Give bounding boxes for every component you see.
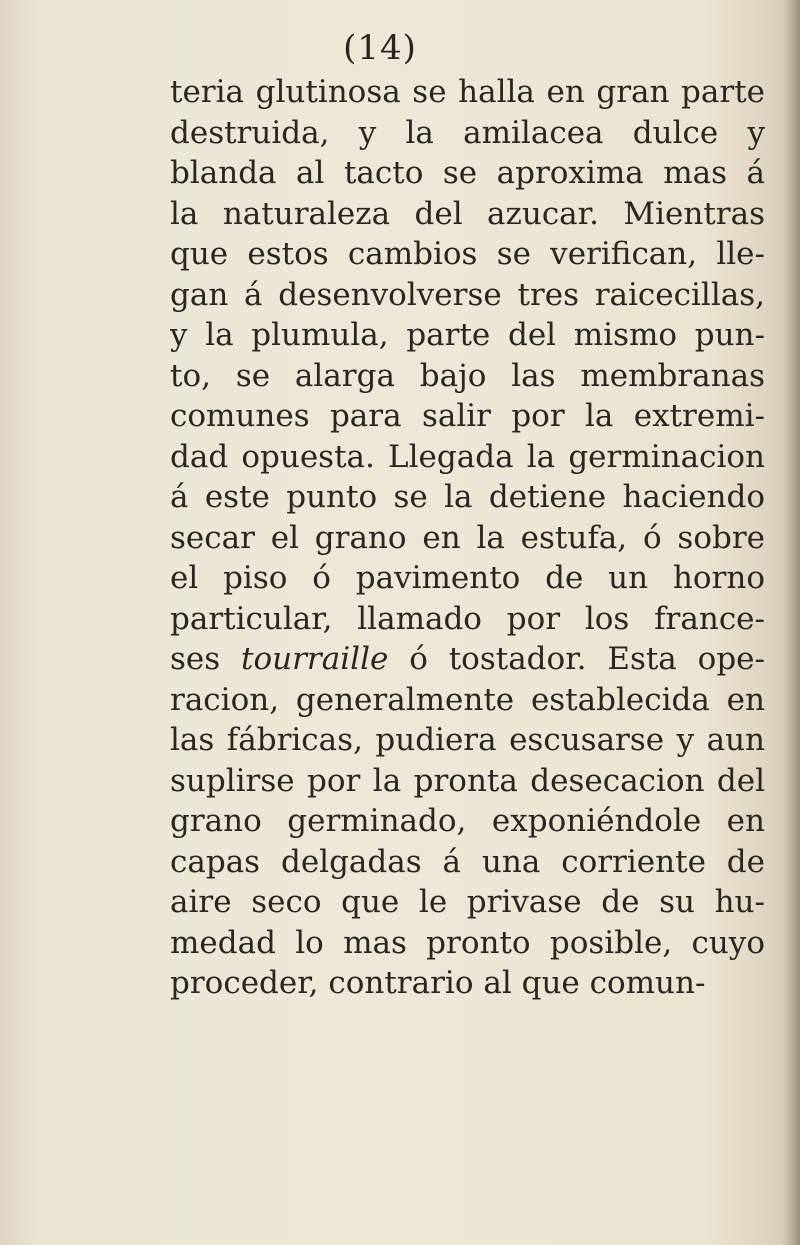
text-segment: ses [170,641,242,677]
text-line: to, se alarga bajo las membranas [170,357,765,394]
text-line: teria glutinosa se halla en gran parte [170,74,765,110]
text-line-mixed [170,639,765,680]
text-line: á este punto se la detiene haciendo [170,479,765,515]
text-line: blanda al tacto se aproxima mas á [170,155,765,191]
text-line: y la plumula, parte del mismo pun- [170,317,765,353]
text-line: comunes para salir por la extremi- [170,398,765,434]
text-line: particular, llamado por los france- [170,600,765,637]
body-text [170,72,765,1004]
page-right-edge [782,0,800,1245]
text-line: grano germinado, exponiéndole en [170,803,765,839]
italic-term: tourraille [241,641,389,677]
text-line: aire seco que le privase de su hu- [170,884,765,920]
text-segment: ó tostador. Esta ope- [388,641,765,677]
text-line: el piso ó pavimento de un horno [170,560,765,596]
text-line: que estos cambios se verifican, lle- [170,236,765,272]
text-line: la naturaleza del azucar. Mientras [170,195,765,232]
text-line: las fábricas, pudiera escusarse y aun [170,722,765,758]
text-line: destruida, y la amilacea dulce y [170,114,765,151]
text-line: dad opuesta. Llegada la germinacion [170,438,765,475]
text-line: gan á desenvolverse tres raicecillas, [170,276,765,313]
text-line: secar el grano en la estufa, ó sobre [170,519,765,556]
text-line: proceder, contrario al que comun- [170,965,706,1001]
page-number: (14) [343,28,417,68]
text-line: racion, generalmente establecida en [170,681,765,718]
page-left-shadow [0,0,40,1245]
text-line: capas delgadas á una corriente de [170,843,765,880]
text-line: suplirse por la pronta desecacion del [170,762,765,799]
text-line: medad lo mas pronto posible, cuyo [170,924,765,961]
